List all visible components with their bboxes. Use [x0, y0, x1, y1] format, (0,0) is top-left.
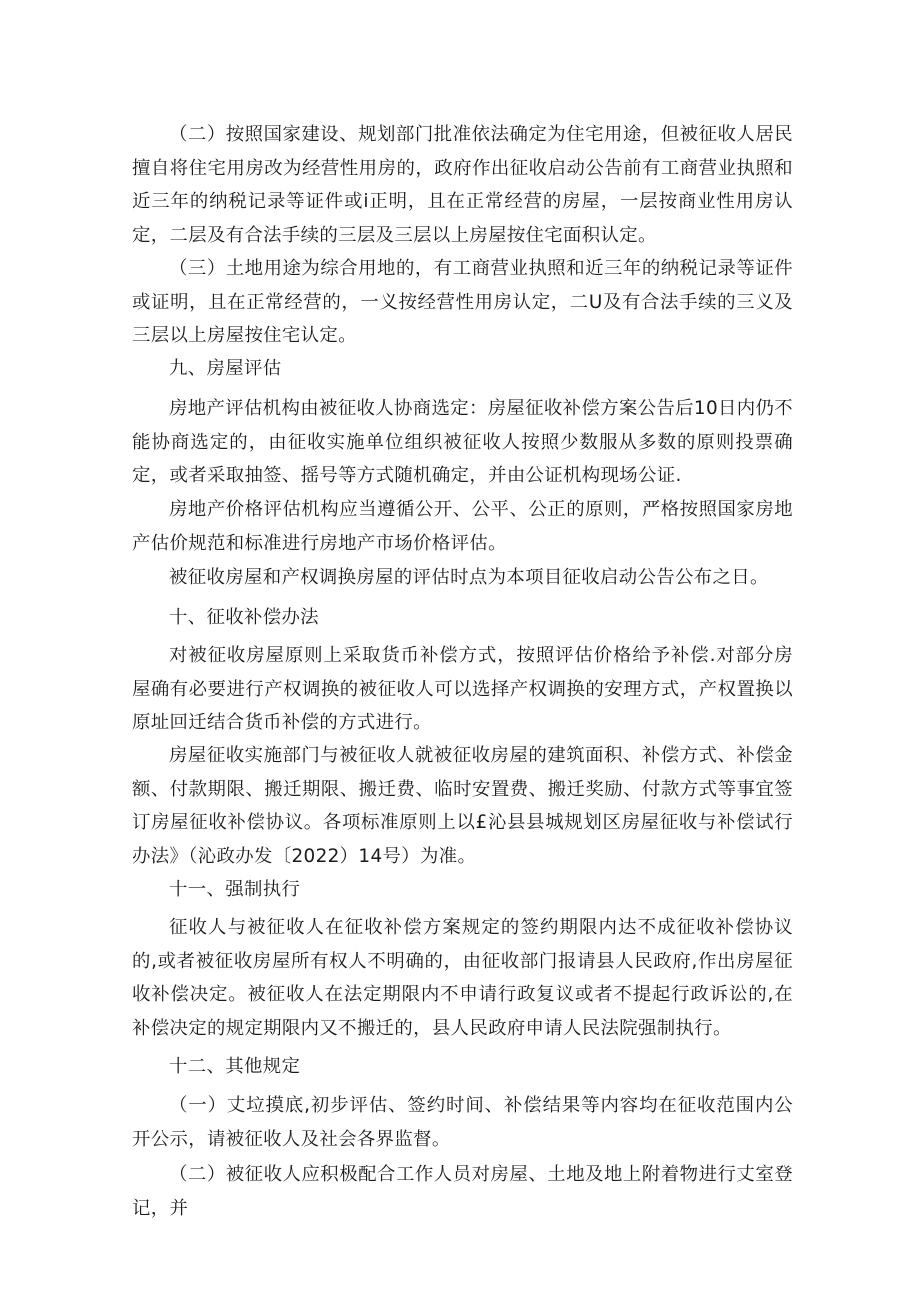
- paragraph-enforcement: 征收人与被征收人在征收补偿方案规定的签约期限内达不成征收补偿协议的,或者被征收房屋所有权人不明确的，由征收部门报请县人民政府,作出房屋征收补偿决定。被征收人在法定期限内不申请行政复议或者不提起行政诉讼的,在补偿决定的规定期限内又不搬迁的，县人民政府申请人民法院强制执行。: [132, 917, 793, 1039]
- section-heading-12: 十二、其他规定: [169, 1056, 301, 1077]
- section-heading-10: 十、征收补偿办法: [169, 607, 319, 628]
- paragraph-compensation-method: 对被征收房屋原则上采取货币补偿方式，按照评估价格给予补偿.对部分房屋确有必要进行产权调换的被征收人可以选择产权调换的安理方式，产权置换以原址回迁结合货币补偿的方式进行。: [132, 645, 793, 733]
- paragraph-public-notice: （一）丈垃摸底,初步评估、签约时间、补偿结果等内容均在征收范围内公开公示，请被征收人及社会各界监督。: [132, 1095, 793, 1150]
- paragraph-residential-commercial-use: （二）按照国家建设、规划部门批准依法确定为住宅用途，但被征收人居民擅自将住宅用房改为经营性用房的，政府作出征收启动公告前有工商营业执照和近三年的纳税记录等证件或i正明，且在正常经营的房屋，一层按商业性用房认定，二层及有合法手续的三层及三层以上房屋按住宅面积认定。: [132, 124, 793, 246]
- paragraph-appraisal-time-point: 被征收房屋和产权调换房屋的评估时点为本项目征收启动公告公布之日。: [169, 567, 769, 588]
- paragraph-appraisal-principles: 房地产价格评估机构应当遵循公开、公平、公正的原则，严格按照国家房地产估价规范和标准进行房地产市场价格评估。: [132, 499, 793, 554]
- paragraph-cooperation: （二）被征收人应积极配合工作人员对房屋、土地及地上附着物进行丈室登记，并: [132, 1164, 793, 1219]
- paragraph-compensation-agreement: 房屋征收实施部门与被征收人就被征收房屋的建筑面积、补偿方式、补偿金额、付款期限、搬迁期限、搬迁费、临时安置费、搬迁奖励、付款方式等事宜签订房屋征收补偿协议。各项标准原则上以£沁县县城规划区房屋征收与补偿试行办法》（沁政办发〔2022）14号）为准。: [132, 745, 793, 867]
- paragraph-appraisal-selection: 房地产评估机构由被征收人协商选定：房屋征收补偿方案公告后10日内仍不能协商选定的，由征收实施单位组织被征收人按照少数服从多数的原则投票确定，或者采取抽签、摇号等方式随机确定，并由公证机构现场公证.: [132, 398, 793, 486]
- section-heading-9: 九、房屋评估: [169, 358, 282, 379]
- section-heading-11: 十一、强制执行: [169, 879, 301, 900]
- paragraph-mixed-land-use: （三）土地用途为综合用地的，有工商营业执照和近三年的纳税记录等证件或证明，且在正常经营的，一义按经营性用房认定，二U及有合法手续的三义及三层以上房屋按住宅认定。: [132, 258, 793, 346]
